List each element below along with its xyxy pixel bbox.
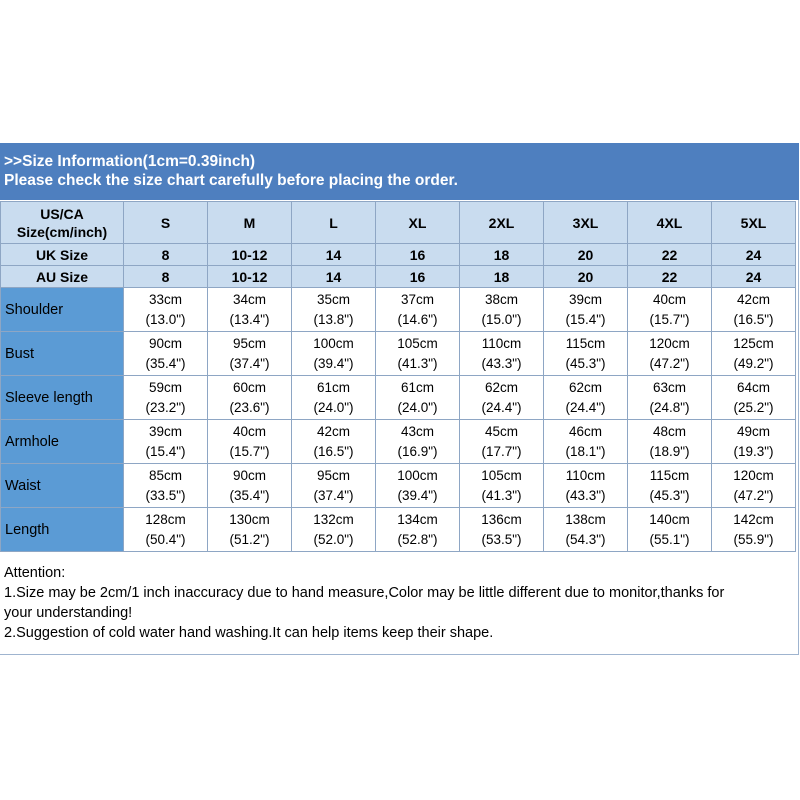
measurement-cm: 48cm: [652, 423, 686, 439]
size-header-row: [1, 202, 796, 244]
measurement-inch: (16.9"): [397, 443, 438, 459]
measurement-inch: (13.4"): [229, 311, 270, 327]
measurement-cell: [460, 420, 544, 464]
measurement-inch: (19.3"): [733, 443, 774, 459]
measurement-cm: 128cm: [145, 511, 186, 527]
measurement-inch: (16.5"): [733, 311, 774, 327]
measurement-cm: 95cm: [232, 335, 266, 351]
measurement-inch: (45.3"): [565, 355, 606, 371]
measurement-cm: 43cm: [400, 423, 434, 439]
measurement-label: Sleeve length: [1, 376, 124, 420]
measurement-row: [1, 508, 796, 552]
measurement-cell: [544, 376, 628, 420]
size-header-label: [1, 244, 124, 266]
measurement-cell: [376, 508, 460, 552]
measurement-cm: 46cm: [568, 423, 602, 439]
attention-line-1: 1.Size may be 2cm/1 inch inaccuracy due to hand measure,Color may be little different due to monitor,thanks for: [4, 585, 725, 601]
size-header-cell: 14: [292, 266, 376, 288]
measurement-label: Shoulder: [1, 288, 124, 332]
measurement-cell: [376, 288, 460, 332]
measurement-cm: 85cm: [148, 467, 182, 483]
size-header-cell: 22: [628, 244, 712, 266]
size-header-cell: 4XL: [628, 202, 712, 244]
attention-title: Attention:: [4, 565, 66, 581]
size-header-label-line: Size(cm/inch): [16, 223, 108, 240]
measurement-inch: (16.5"): [313, 443, 354, 459]
measurement-cell: [628, 288, 712, 332]
measurement-cm: 142cm: [733, 511, 774, 527]
size-info-banner: [0, 143, 799, 200]
measurement-cm: 39cm: [568, 291, 602, 307]
measurement-cell: [460, 376, 544, 420]
measurement-label: Waist: [1, 464, 124, 508]
measurement-cm: 37cm: [400, 291, 434, 307]
measurement-cell: [712, 288, 796, 332]
measurement-cell: [376, 464, 460, 508]
measurement-cell: [292, 288, 376, 332]
measurement-cell: [124, 464, 208, 508]
measurement-inch: (47.2"): [649, 355, 690, 371]
measurement-inch: (15.0"): [481, 311, 522, 327]
measurement-cell: [712, 508, 796, 552]
measurement-cm: 140cm: [649, 511, 690, 527]
measurement-inch: (35.4"): [229, 487, 270, 503]
measurement-cm: 120cm: [649, 335, 690, 351]
size-header-cell: 24: [712, 266, 796, 288]
measurement-cell: [292, 376, 376, 420]
measurement-cell: [712, 332, 796, 376]
measurement-cm: 42cm: [316, 423, 350, 439]
measurement-cell: [544, 508, 628, 552]
measurement-cell: [124, 288, 208, 332]
measurement-cell: [460, 464, 544, 508]
measurement-cell: [292, 508, 376, 552]
measurement-cm: 63cm: [652, 379, 686, 395]
size-header-cell: M: [208, 202, 292, 244]
measurement-cell: [628, 420, 712, 464]
measurement-cm: 33cm: [148, 291, 182, 307]
size-header-cell: 2XL: [460, 202, 544, 244]
measurement-inch: (25.2"): [733, 399, 774, 415]
measurement-inch: (17.7"): [481, 443, 522, 459]
size-header-cell: S: [124, 202, 208, 244]
measurement-cell: [628, 376, 712, 420]
measurement-inch: (24.4"): [481, 399, 522, 415]
measurement-inch: (24.8"): [649, 399, 690, 415]
size-header-cell: L: [292, 202, 376, 244]
measurement-cell: [292, 332, 376, 376]
measurement-inch: (23.2"): [145, 399, 186, 415]
measurement-cell: [712, 420, 796, 464]
measurement-cm: 115cm: [649, 467, 690, 483]
measurement-inch: (24.0"): [397, 399, 438, 415]
size-header-row: [1, 266, 796, 288]
measurement-cm: 60cm: [232, 379, 266, 395]
size-header-cell: 18: [460, 266, 544, 288]
measurement-cell: [460, 332, 544, 376]
measurement-cell: [544, 464, 628, 508]
measurement-label: Bust: [1, 332, 124, 376]
measurement-inch: (49.2"): [733, 355, 774, 371]
measurement-row: [1, 332, 796, 376]
size-header-cell: 16: [376, 244, 460, 266]
measurement-inch: (23.6"): [229, 399, 270, 415]
measurement-cell: [628, 508, 712, 552]
size-header-cell: 20: [544, 244, 628, 266]
measurement-inch: (24.0"): [313, 399, 354, 415]
measurement-cm: 90cm: [148, 335, 182, 351]
measurement-inch: (43.3"): [481, 355, 522, 371]
measurement-cell: [208, 508, 292, 552]
measurement-inch: (37.4"): [313, 487, 354, 503]
size-header-cell: 20: [544, 266, 628, 288]
measurement-label: Armhole: [1, 420, 124, 464]
measurement-cell: [292, 420, 376, 464]
measurement-cell: [460, 288, 544, 332]
size-header-cell: 18: [460, 244, 544, 266]
measurement-cm: 34cm: [232, 291, 266, 307]
measurement-cm: 110cm: [565, 467, 606, 483]
measurement-inch: (50.4"): [145, 531, 186, 547]
measurement-cell: [544, 420, 628, 464]
measurement-label: Length: [1, 508, 124, 552]
measurement-row: [1, 376, 796, 420]
measurement-cm: 61cm: [400, 379, 434, 395]
measurement-cm: 136cm: [481, 511, 522, 527]
measurement-inch: (55.9"): [733, 531, 774, 547]
measurement-cm: 95cm: [316, 467, 350, 483]
measurement-cm: 125cm: [733, 335, 774, 351]
measurement-inch: (55.1"): [649, 531, 690, 547]
measurement-cm: 42cm: [736, 291, 770, 307]
size-header-row: [1, 244, 796, 266]
measurement-inch: (13.8"): [313, 311, 354, 327]
size-header-cell: 10-12: [208, 266, 292, 288]
measurement-inch: (39.4"): [313, 355, 354, 371]
size-header-label-line: UK Size: [35, 246, 89, 263]
size-header-label-line: US/CA: [40, 205, 84, 222]
measurement-cell: [376, 332, 460, 376]
measurement-inch: (18.9"): [649, 443, 690, 459]
size-header-label: [1, 202, 124, 244]
measurement-row: [1, 288, 796, 332]
measurement-inch: (52.0"): [313, 531, 354, 547]
measurement-cell: [208, 464, 292, 508]
measurement-inch: (41.3"): [397, 355, 438, 371]
measurement-cell: [208, 288, 292, 332]
measurement-cm: 49cm: [736, 423, 770, 439]
size-header-label-line: AU Size: [35, 268, 89, 285]
measurement-cm: 45cm: [484, 423, 518, 439]
measurement-cell: [460, 508, 544, 552]
size-header-cell: 24: [712, 244, 796, 266]
size-header-cell: 22: [628, 266, 712, 288]
size-info-title: >>Size Information(1cm=0.39inch): [4, 153, 256, 170]
size-chart-sheet: [0, 143, 799, 655]
measurement-inch: (15.4"): [145, 443, 186, 459]
measurement-cell: [124, 420, 208, 464]
measurement-cell: [292, 464, 376, 508]
measurement-cm: 120cm: [733, 467, 774, 483]
measurement-cm: 115cm: [565, 335, 606, 351]
size-header-cell: 16: [376, 266, 460, 288]
measurement-cm: 59cm: [148, 379, 182, 395]
measurement-cell: [544, 288, 628, 332]
measurement-cm: 130cm: [229, 511, 270, 527]
size-header-cell: 8: [124, 266, 208, 288]
measurement-cm: 100cm: [397, 467, 438, 483]
measurement-cell: [376, 420, 460, 464]
measurement-inch: (52.8"): [397, 531, 438, 547]
measurement-inch: (51.2"): [229, 531, 270, 547]
measurement-inch: (15.7"): [649, 311, 690, 327]
measurement-inch: (53.5"): [481, 531, 522, 547]
measurement-inch: (47.2"): [733, 487, 774, 503]
measurement-cell: [376, 376, 460, 420]
measurement-cm: 62cm: [568, 379, 602, 395]
measurement-cell: [208, 376, 292, 420]
measurement-cm: 110cm: [481, 335, 522, 351]
measurement-cell: [124, 508, 208, 552]
measurement-cm: 40cm: [232, 423, 266, 439]
attention-line-2: your understanding!: [4, 605, 133, 621]
measurement-inch: (15.7"): [229, 443, 270, 459]
size-header-cell: 8: [124, 244, 208, 266]
measurement-inch: (15.4"): [565, 311, 606, 327]
measurement-inch: (18.1"): [565, 443, 606, 459]
measurement-cm: 90cm: [232, 467, 266, 483]
measurement-cell: [124, 332, 208, 376]
measurement-cm: 64cm: [736, 379, 770, 395]
measurement-inch: (45.3"): [649, 487, 690, 503]
measurement-cell: [208, 332, 292, 376]
measurement-cm: 62cm: [484, 379, 518, 395]
measurement-inch: (33.5"): [145, 487, 186, 503]
measurement-cell: [628, 464, 712, 508]
measurement-inch: (39.4"): [397, 487, 438, 503]
measurement-cm: 39cm: [148, 423, 182, 439]
measurement-cm: 105cm: [481, 467, 522, 483]
measurement-cell: [124, 376, 208, 420]
measurement-inch: (54.3"): [565, 531, 606, 547]
measurement-inch: (13.0"): [145, 311, 186, 327]
measurement-cell: [208, 420, 292, 464]
measurement-cm: 132cm: [313, 511, 354, 527]
measurement-cm: 134cm: [397, 511, 438, 527]
measurement-cm: 35cm: [316, 291, 350, 307]
measurement-cm: 105cm: [397, 335, 438, 351]
measurement-cm: 138cm: [565, 511, 606, 527]
measurement-cell: [712, 376, 796, 420]
measurement-inch: (35.4"): [145, 355, 186, 371]
measurement-cell: [712, 464, 796, 508]
measurement-inch: (43.3"): [565, 487, 606, 503]
attention-notes: [4, 563, 794, 643]
size-header-cell: 5XL: [712, 202, 796, 244]
size-table: [0, 201, 796, 552]
size-header-cell: 3XL: [544, 202, 628, 244]
size-info-notice: Please check the size chart carefully before placing the order.: [4, 172, 458, 189]
attention-line-3: 2.Suggestion of cold water hand washing.It can help items keep their shape.: [4, 625, 494, 641]
measurement-inch: (14.6"): [397, 311, 438, 327]
measurement-cm: 100cm: [313, 335, 354, 351]
size-header-cell: 10-12: [208, 244, 292, 266]
size-header-cell: XL: [376, 202, 460, 244]
measurement-cell: [628, 332, 712, 376]
size-header-label: [1, 266, 124, 288]
measurement-cm: 61cm: [316, 379, 350, 395]
measurement-cell: [544, 332, 628, 376]
measurement-cm: 38cm: [484, 291, 518, 307]
measurement-inch: (41.3"): [481, 487, 522, 503]
measurement-cm: 40cm: [652, 291, 686, 307]
measurement-row: [1, 420, 796, 464]
measurement-inch: (37.4"): [229, 355, 270, 371]
measurement-inch: (24.4"): [565, 399, 606, 415]
measurement-row: [1, 464, 796, 508]
size-header-cell: 14: [292, 244, 376, 266]
